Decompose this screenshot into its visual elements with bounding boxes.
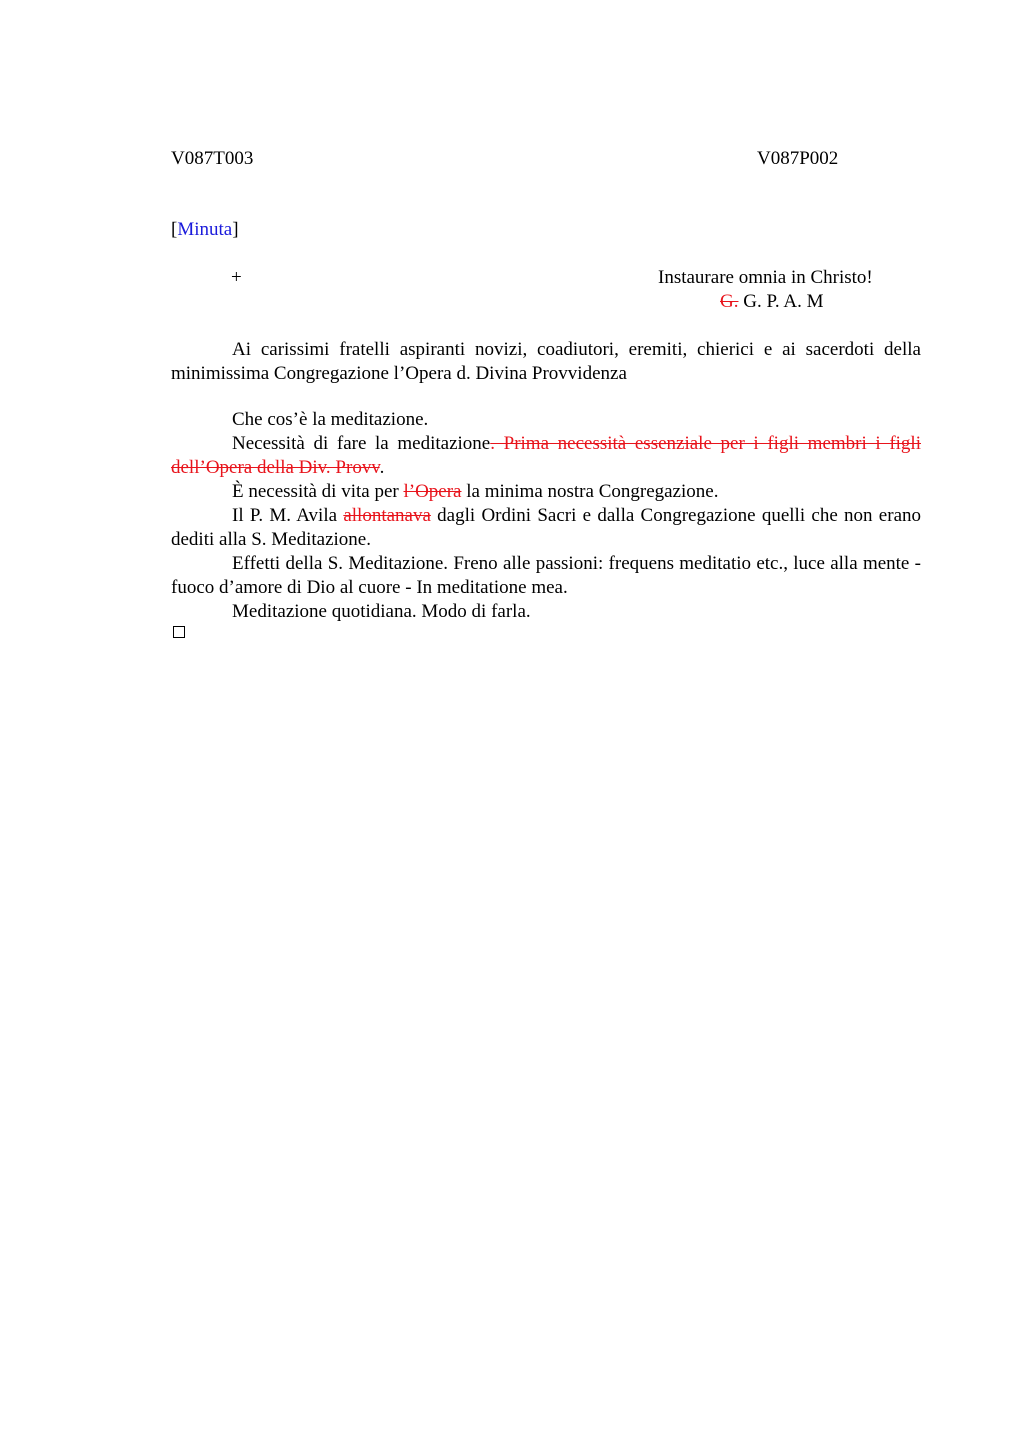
paragraph-3 bbox=[171, 480, 921, 504]
minuta-label bbox=[171, 218, 239, 242]
paragraph-2-deleted: . Prima necessità essenziale per i figli membri i figli dell’Opera della Div. Provv bbox=[171, 433, 921, 478]
paragraph-5: Effetti della S. Meditazione. Freno alle passioni: frequens meditatio etc., luce alla mente - fuoco d’amore di Dio al cuore - In meditatione mea. bbox=[171, 553, 921, 598]
document-code-right: V087P002 bbox=[757, 148, 839, 169]
address-block bbox=[171, 338, 921, 386]
end-square-icon bbox=[173, 626, 185, 638]
paragraph-4-deleted: allontanava bbox=[343, 505, 431, 526]
motto-line-1: Instaurare omnia in Christo! bbox=[658, 267, 873, 288]
minuta-text: Minuta bbox=[177, 219, 233, 240]
paragraph-2 bbox=[171, 432, 921, 480]
paragraph-4 bbox=[171, 504, 921, 552]
motto-initials: G. P. A. M bbox=[738, 291, 824, 312]
paragraph-4-text-b: dagli Ordini Sacri e dalla Congregazione quelli che non erano dediti alla S. Meditazione. bbox=[171, 505, 921, 550]
paragraph-3-text-b: la minima nostra Congregazione. bbox=[461, 481, 719, 502]
paragraph-4-text-a: Il P. M. Avila bbox=[232, 505, 344, 526]
cross-symbol: + bbox=[231, 267, 242, 288]
paragraph-1: Che cos’è la meditazione. bbox=[232, 409, 429, 430]
body-block bbox=[171, 408, 921, 624]
document-code-left: V087T003 bbox=[171, 148, 254, 169]
motto-line-2 bbox=[720, 290, 823, 314]
paragraph-6: Meditazione quotidiana. Modo di farla. bbox=[232, 601, 531, 622]
deleted-text: G. bbox=[720, 291, 739, 312]
paragraph-3-text-a: È necessità di vita per bbox=[232, 481, 404, 502]
paragraph-2-text: Necessità di fare la meditazione bbox=[232, 433, 491, 454]
paragraph-2-end: . bbox=[379, 457, 385, 478]
address-paragraph: Ai carissimi fratelli aspiranti novizi, coadiutori, eremiti, chierici e ai sacerdoti della minimissima Congregazione l’Opera d. Divina Provvidenza bbox=[171, 339, 921, 384]
paragraph-3-deleted: l’Opera bbox=[403, 481, 462, 502]
open-bracket: [ bbox=[171, 219, 178, 240]
close-bracket: ] bbox=[232, 219, 239, 240]
